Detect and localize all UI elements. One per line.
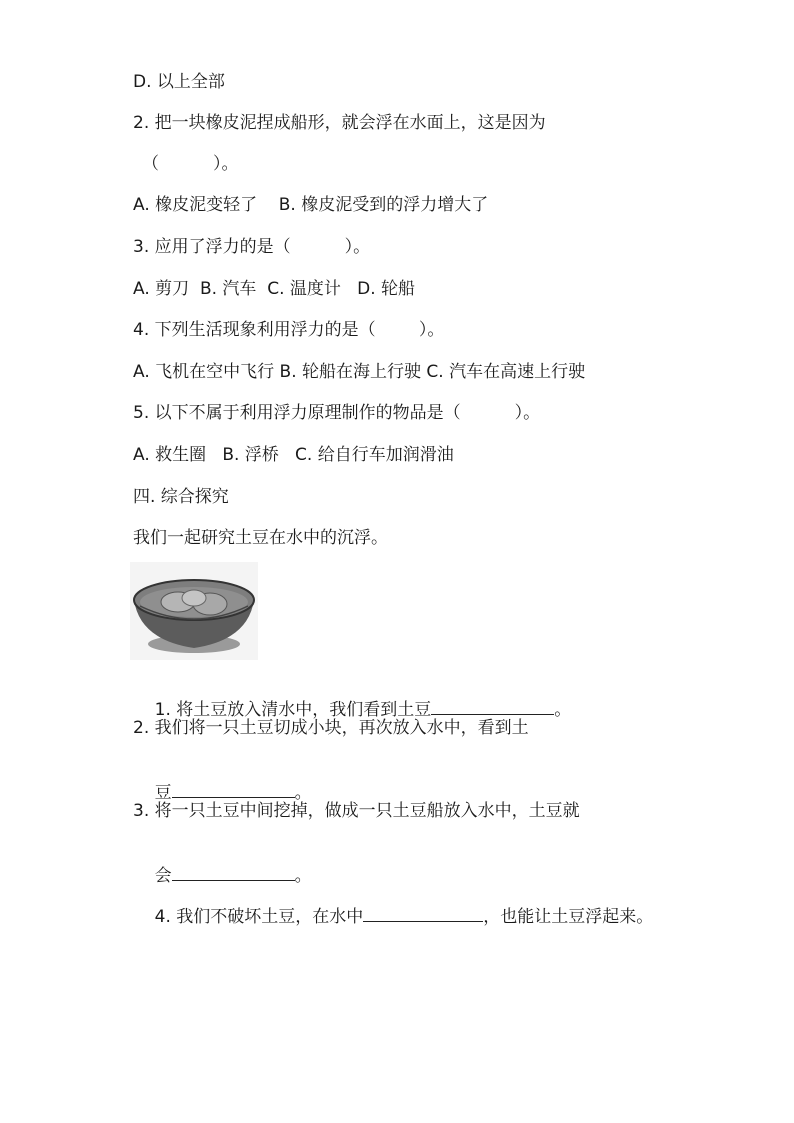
inquiry-3-continuation: 会 。: [154, 866, 312, 886]
answer-blank-2[interactable]: [172, 781, 295, 798]
inquiry-2-continuation: 豆 。: [154, 783, 312, 803]
question-4-line: 4. 下列生活现象利用浮力的是（ ）。: [133, 320, 445, 340]
question-4-options: A. 飞机在空中飞行 B. 轮船在海上行驶 C. 汽车在高速上行驶: [133, 362, 586, 382]
question-2-options: A. 橡皮泥变轻了 B. 橡皮泥受到的浮力增大了: [133, 195, 489, 215]
inquiry-3-line: 3. 将一只土豆中间挖掉，做成一只土豆船放入水中，土豆就: [133, 801, 580, 821]
section-4-intro: 我们一起研究土豆在水中的沉浮。: [133, 528, 388, 548]
inquiry-2-line: 2. 我们将一只土豆切成小块，再次放入水中，看到土: [133, 718, 529, 738]
inquiry-1-line: 1. 将土豆放入清水中，我们看到土豆 。: [154, 700, 572, 720]
answer-blank-4[interactable]: [363, 905, 483, 922]
question-5-line: 5. 以下不属于利用浮力原理制作的物品是（ ）。: [133, 403, 541, 423]
inquiry-4-line: 4. 我们不破坏土豆，在水中 ，也能让土豆浮起来。: [154, 907, 654, 927]
bowl-with-potatoes-icon: [130, 562, 258, 660]
question-5-options: A. 救生圈 B. 浮桥 C. 给自行车加润滑油: [133, 445, 454, 465]
question-2-blank: （ ）。: [142, 154, 239, 174]
section-4-heading: 四. 综合探究: [133, 487, 229, 507]
option-d-line: D. 以上全部: [133, 72, 225, 92]
question-3-options: A. 剪刀 B. 汽车 C. 温度计 D. 轮船: [133, 279, 416, 299]
answer-blank-3[interactable]: [172, 864, 295, 881]
answer-blank-1[interactable]: [431, 698, 554, 715]
question-2-line: 2. 把一块橡皮泥捏成船形，就会浮在水面上，这是因为: [133, 113, 546, 133]
question-3-line: 3. 应用了浮力的是（ ）。: [133, 237, 371, 257]
